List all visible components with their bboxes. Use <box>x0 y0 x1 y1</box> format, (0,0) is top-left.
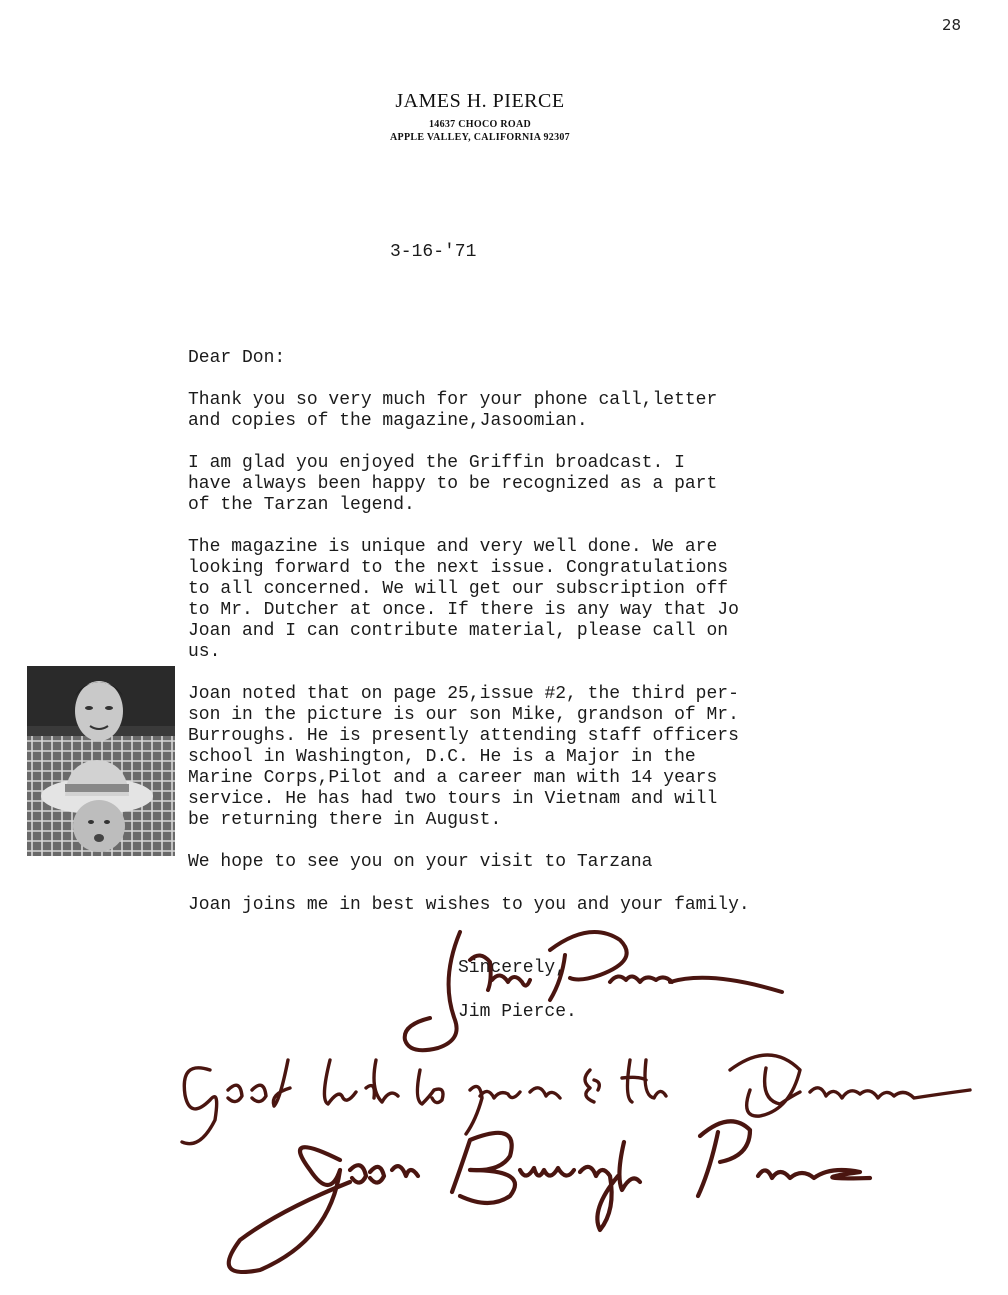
text-line: Joan joins me in best wishes to you and your family. <box>188 895 750 915</box>
letter-date: 3-16-'71 <box>390 242 477 262</box>
text-line: The magazine is unique and very well done. We are <box>188 537 718 557</box>
closing: Sincerely, <box>458 958 567 978</box>
paragraph-thanks <box>188 390 838 432</box>
text-line: to Mr. Dutcher at once. If there is any way that Jo <box>188 600 739 620</box>
signature-joan-burroughs-pierce <box>229 1121 870 1272</box>
handwritten-note <box>182 1055 970 1144</box>
paragraph-magazine <box>188 537 838 663</box>
text-line: Marine Corps,Pilot and a career man with 14 years <box>188 768 718 788</box>
letterhead-city: APPLE VALLEY, CALIFORNIA 92307 <box>390 132 570 143</box>
text-line: service. He has had two tours in Vietnam and will <box>188 789 718 809</box>
text-line: looking forward to the next issue. Congratulations <box>188 558 729 578</box>
photo-image <box>27 666 175 856</box>
letterhead-street: 14637 CHOCO ROAD <box>428 119 532 130</box>
text-line: be returning there in August. <box>188 810 502 830</box>
text-line: of the Tarzan legend. <box>188 495 415 515</box>
paragraph-broadcast <box>188 453 838 516</box>
text-line: us. <box>188 642 221 662</box>
salutation: Dear Don: <box>188 348 286 368</box>
text-line: Thank you so very much for your phone call,letter <box>188 390 718 410</box>
letterhead-name: JAMES H. PIERCE <box>395 90 565 112</box>
text-line: Burroughs. He is presently attending staff officers <box>188 726 739 746</box>
typed-signature: Jim Pierce. <box>458 1002 577 1022</box>
page-number: 28 <box>942 16 962 34</box>
paragraph-wishes <box>188 895 838 916</box>
text-line: I am glad you enjoyed the Griffin broadcast. I <box>188 453 685 473</box>
paragraph-visit <box>188 852 838 873</box>
signature-jim-pierce <box>405 932 782 1050</box>
letterhead <box>300 90 660 145</box>
text-line: We hope to see you on your visit to Tarzana <box>188 852 653 872</box>
handwritten-signatures <box>170 920 1000 1290</box>
text-line: son in the picture is our son Mike, grandson of Mr. <box>188 705 739 725</box>
paragraph-son-mike <box>188 684 838 831</box>
text-line: have always been happy to be recognized as a part <box>188 474 718 494</box>
text-line: Joan noted that on page 25,issue #2, the third per- <box>188 684 739 704</box>
text-line: and copies of the magazine,Jasoomian. <box>188 411 588 431</box>
text-line: Joan and I can contribute material, please call on <box>188 621 729 641</box>
text-line: school in Washington, D.C. He is a Major in the <box>188 747 696 767</box>
text-line: to all concerned. We will get our subscription off <box>188 579 729 599</box>
